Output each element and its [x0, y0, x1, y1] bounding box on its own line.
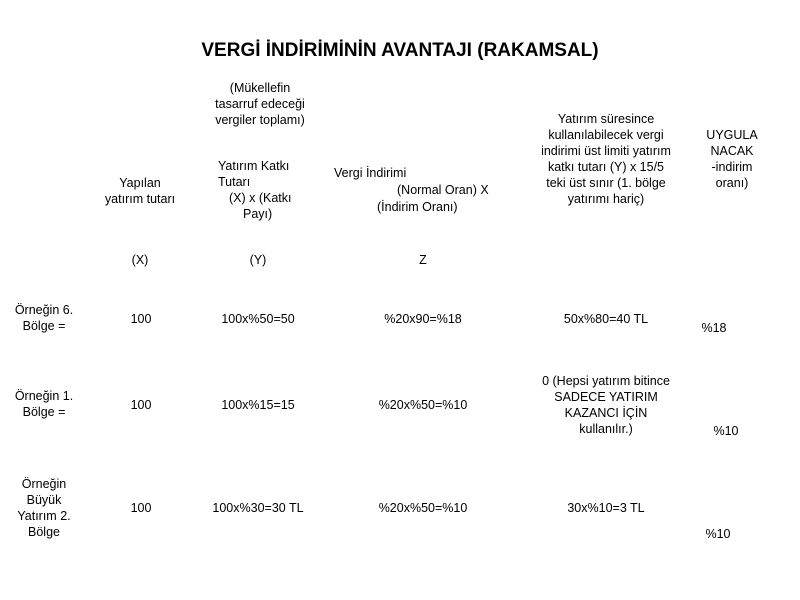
column-header-upper-limit: Yatırım süresince kullanılabilecek vergi indirimi üst limiti yatırım katkı tutarı (Y) x 15/5 teki üst sınır (1. bölge yatırımı hariç)	[541, 112, 671, 206]
column-header-tax-discount-line1: Vergi İndirimi	[334, 166, 407, 180]
row-contribution: 100x%15=15	[221, 398, 295, 412]
row-contribution: 100x%30=30 TL	[212, 501, 304, 515]
row-tax-discount: %20x90=%18	[384, 312, 462, 326]
column-header-contribution-line3: (X) x (Katkı	[229, 191, 292, 205]
row-investment: 100	[130, 501, 152, 515]
column-header-tax-discount-line3: (İndirim Oranı)	[377, 200, 458, 214]
row-label: Örneğin 6. Bölge =	[14, 303, 74, 333]
row-rate: %10	[713, 424, 739, 438]
row-upper-limit: 30x%10=3 TL	[567, 501, 645, 515]
column-header-contribution-line4: Payı)	[243, 207, 273, 221]
column-header-investment: Yapılan yatırım tutarı	[104, 176, 176, 206]
page-title: VERGİ İNDİRİMİNİN AVANTAJI (RAKAMSAL)	[201, 40, 599, 61]
row-investment: 100	[130, 312, 152, 326]
column-header-contribution-line1: Yatırım Katkı	[218, 159, 290, 173]
row-rate: %18	[701, 321, 727, 335]
header-note: (Mükellefin tasarruf edeceği vergiler toplamı)	[215, 81, 305, 127]
row-upper-limit: 0 (Hepsi yatırım bitince SADECE YATIRIM KAZANCI İÇİN kullanılır.)	[542, 374, 670, 436]
symbol-x: (X)	[131, 253, 149, 267]
row-upper-limit: 50x%80=40 TL	[563, 312, 649, 326]
row-tax-discount: %20x%50=%10	[378, 398, 468, 412]
row-investment: 100	[130, 398, 152, 412]
column-header-tax-discount-line2: (Normal Oran) X	[397, 183, 489, 197]
row-label: Örneğin Büyük Yatırım 2. Bölge	[17, 477, 71, 539]
row-tax-discount: %20x%50=%10	[378, 501, 468, 515]
symbol-z: Z	[419, 253, 427, 267]
symbol-y: (Y)	[249, 253, 267, 267]
row-contribution: 100x%50=50	[221, 312, 295, 326]
column-header-rate: UYGULA NACAK -indirim oranı)	[706, 128, 758, 190]
row-rate: %10	[705, 527, 731, 541]
row-label: Örneğin 1. Bölge =	[14, 389, 74, 419]
column-header-contribution-line2: Tutarı	[218, 175, 251, 189]
